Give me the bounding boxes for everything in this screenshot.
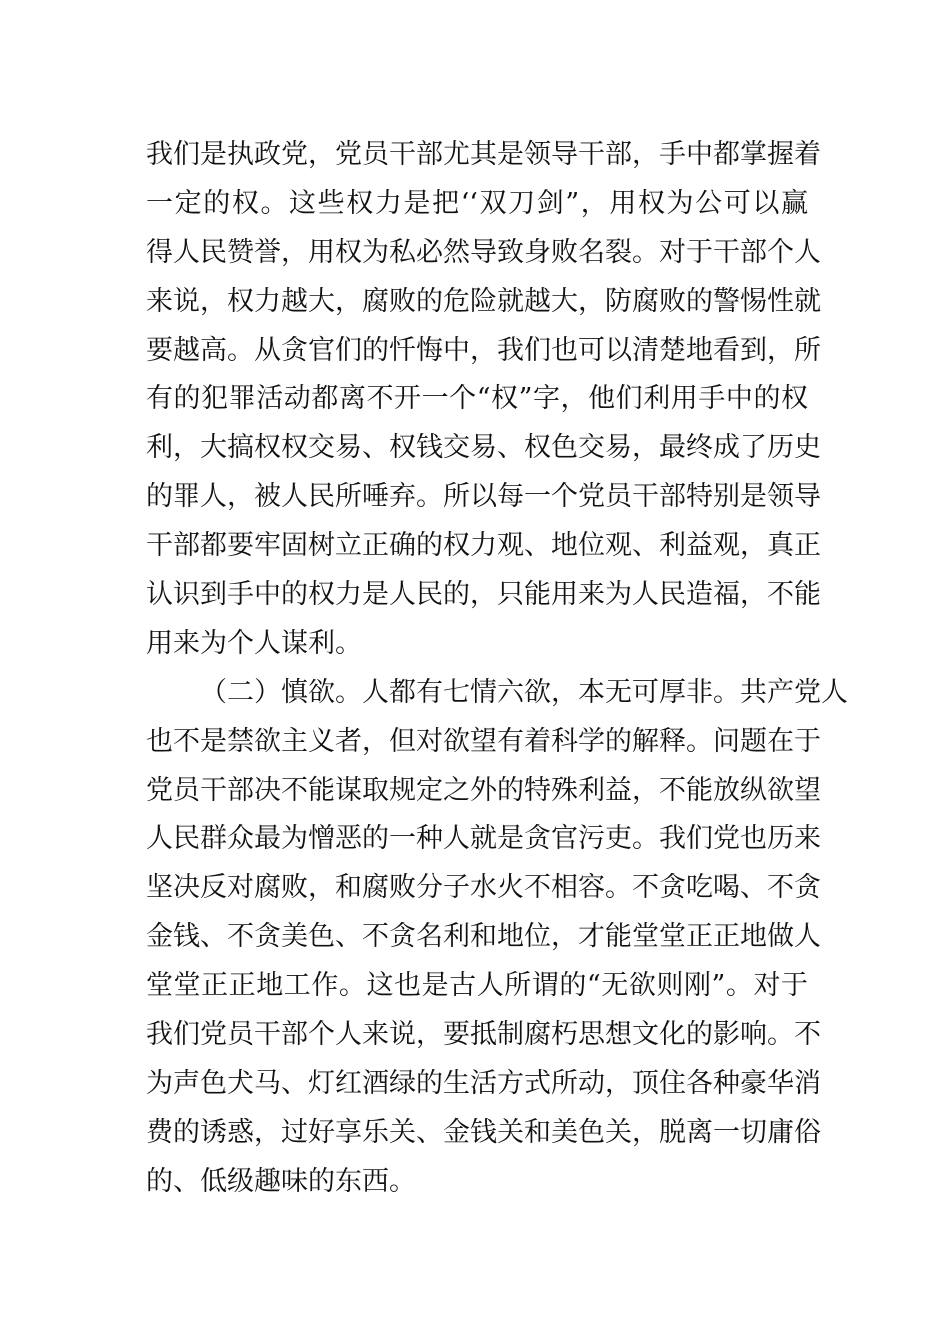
text-line: 的、低级趣味的东西。 <box>146 1165 416 1197</box>
text-line: 用来为个人谋利。 <box>146 627 362 659</box>
text-line: 一定的权。这些权力是把‘‘双刀剑”，用权为公可以赢 <box>146 187 808 219</box>
text-line: 金钱、不贪美色、不贪名利和地位，才能堂堂正正地做人 <box>146 921 821 953</box>
text-line: 的罪人，被人民所唾弃。所以每一个党员干部特别是领导 <box>146 481 821 513</box>
text-line: 认识到手中的权力是人民的，只能用来为人民造福，不能 <box>146 579 821 611</box>
text-line: 费的诱惑，过好享乐关、金钱关和美色关，脱离一切庸俗 <box>146 1116 821 1148</box>
text-line: 干部都要牢固树立正确的权力观、地位观、利益观，真正 <box>146 530 821 562</box>
text-line: 人民群众最为憎恶的一种人就是贪官污吏。我们党也历来 <box>146 823 821 855</box>
document-body <box>146 131 848 1207</box>
text-line: 也不是禁欲主义者，但对欲望有着科学的解释。问题在于 <box>146 725 821 757</box>
text-line: 有的犯罪活动都离不开一个“权”字，他们利用手中的权 <box>146 383 808 415</box>
text-line: 我们党员干部个人来说，要抵制腐朽思想文化的影响。不 <box>146 1019 821 1051</box>
text-line: 利，大搞权权交易、权钱交易、权色交易，最终成了历史 <box>146 432 821 464</box>
text-line: 要越高。从贪官们的忏悔中，我们也可以清楚地看到，所 <box>146 334 821 366</box>
text-line: 得人民赞誉，用权为私必然导致身败名裂。对于干部个人 <box>146 236 821 268</box>
section-heading-line: （二）慎欲。人都有七情六欲，本无可厚非。共产党人 <box>200 676 848 708</box>
text-line: 为声色犬马、灯红酒绿的生活方式所动，顶住各种豪华消 <box>146 1067 821 1099</box>
text-line: 党员干部决不能谋取规定之外的特殊利益，不能放纵欲望 <box>146 774 821 806</box>
text-line: 我们是执政党，党员干部尤其是领导干部，手中都掌握着 <box>146 139 821 170</box>
text-line: 坚决反对腐败，和腐败分子水火不相容。不贪吃喝、不贪 <box>146 872 821 904</box>
text-line: 来说，权力越大，腐败的危险就越大，防腐败的警惕性就 <box>146 285 821 317</box>
text-line: 堂堂正正地工作。这也是古人所谓的“无欲则刚”。对于 <box>146 970 808 1002</box>
